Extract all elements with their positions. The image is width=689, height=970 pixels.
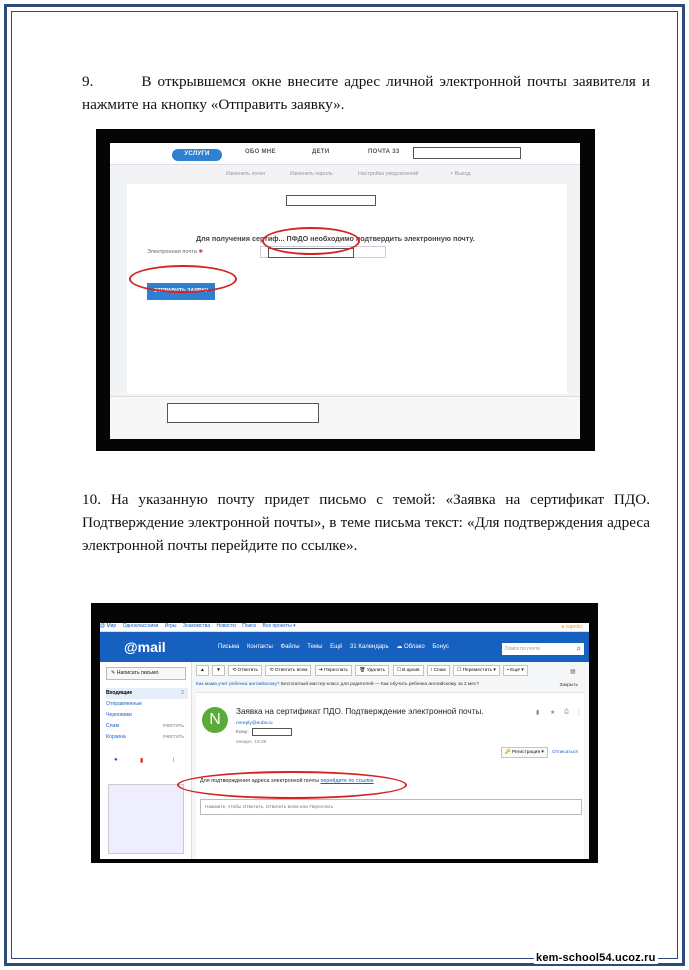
move-button[interactable]: ☐ Переместить ▾ (453, 665, 500, 676)
step-10-instruction: 10. На указанную почту придет письмо с темой: «Заявка на сертификат ПДО. Подтверждение электронной почты», в теме письма текст: «Для подтверждения адреса электронной почты перейдите по ссылке». (82, 491, 650, 554)
more-button[interactable]: • Ещё ▾ (503, 665, 528, 676)
topbar-link[interactable]: Все проекты ▾ (262, 623, 296, 629)
promo-text: Бесплатный мастер-класс для родителей — Как обучить ребенка английскому за 2 мес? (280, 682, 479, 687)
subnav-notifications[interactable]: Настройка уведомлений (358, 171, 419, 177)
user-account[interactable]: ● zaprolo (561, 624, 582, 630)
mail-logo[interactable]: @mail (124, 639, 166, 655)
header-link-bonus[interactable]: Бонус (432, 644, 449, 650)
promo-link[interactable]: Как мама учит ребенка английскому? (196, 682, 280, 687)
topbar-link[interactable]: Одноклассники (122, 623, 159, 629)
header-link-letters[interactable]: Письма (218, 644, 240, 650)
header-link-cloud[interactable]: ☁ Облако (396, 644, 425, 650)
star-icon[interactable]: ★ (550, 710, 556, 716)
highlight-ring-link (177, 771, 407, 799)
sender-address[interactable]: noreply@eubs.ru (236, 721, 273, 726)
folder-spam[interactable]: Спам очистить (106, 723, 184, 729)
confirm-email-message: Для получения сертиф... ПФДО необходимо подтвердить электронную почту. (196, 234, 475, 243)
screenshot-certificate-form (96, 129, 595, 451)
header-link-contacts[interactable]: Контакты (246, 644, 273, 650)
subnav-change-password[interactable]: Изменить пароль (290, 171, 333, 177)
print-icon[interactable]: ⎙ (564, 709, 569, 715)
unsubscribe-link[interactable]: Отписаться (552, 750, 578, 755)
message-body: Для подтверждения адреса электронной почты перейдите по ссылке (200, 778, 374, 784)
nav-services[interactable]: УСЛУГИ (172, 149, 222, 161)
subnav-change-login[interactable]: Изменить логин (226, 171, 266, 177)
step-9-instruction: 9. В открывшемся окне внесите адрес личной электронной почты заявителя и нажмите на кнопку «Отправить заявку». (82, 73, 650, 113)
search-icon[interactable]: ⌕ (576, 644, 581, 653)
compose-button[interactable]: ✎ Написать письмо (106, 667, 186, 680)
topbar-link[interactable]: Знакомства (182, 623, 211, 629)
message-date: января, 18:39 (236, 740, 267, 745)
confirmation-link[interactable]: перейдите по ссылке (320, 778, 374, 784)
header-link-calendar[interactable]: 31 Календарь (350, 644, 389, 650)
header-link-more[interactable]: Ещё (330, 644, 343, 650)
website-watermark: kem-school54.ucoz.ru (536, 952, 656, 964)
reply-button[interactable]: ⟲ Ответить (228, 665, 262, 676)
highlight-ring-email (262, 227, 360, 255)
folder-trash[interactable]: Корзина очистить (106, 734, 184, 740)
nav-children[interactable]: ДЕТИ (312, 149, 330, 155)
folder-drafts[interactable]: Черновики (106, 712, 132, 718)
dot-icon[interactable]: ● (114, 757, 118, 763)
spam-button[interactable]: ! Спам (427, 665, 450, 676)
promo-close[interactable]: Закрыть (559, 683, 578, 688)
register-button[interactable]: 🔑 Регистрация ▾ (501, 747, 548, 758)
subnav-logout[interactable]: × Выход (450, 171, 471, 177)
nav-mail[interactable]: ПОЧТА 33 (368, 149, 400, 155)
mail-count-badge: 33 (392, 149, 400, 155)
screenshot-mail-ru-inbox (91, 603, 598, 863)
mail-client (100, 623, 589, 859)
topbar-link[interactable]: Поиск (242, 623, 257, 629)
required-mark: ✱ (198, 249, 204, 255)
reply-all-button[interactable]: ⟲ Ответить всем (265, 665, 311, 676)
header-link-themes[interactable]: Темы (307, 644, 323, 650)
recipient-line: Кому: (236, 730, 249, 735)
settings-icon[interactable]: ▦ (570, 669, 576, 675)
topbar-link[interactable]: Новости (216, 623, 236, 629)
folder-inbox[interactable]: Входящие 2 (106, 688, 188, 699)
folder-list (106, 688, 188, 743)
mail-header (100, 632, 589, 662)
page-footer (110, 396, 580, 439)
redacted-box (286, 195, 376, 206)
flag-icon[interactable]: ▮ (536, 710, 540, 716)
email-label: Электронная почта ✱ (147, 249, 204, 255)
topbar-link[interactable]: @ Мир (100, 623, 117, 629)
header-link-files[interactable]: Файлы (280, 644, 300, 650)
highlight-ring-button (129, 265, 237, 293)
bookmark-icon[interactable]: ▮ (140, 758, 144, 764)
mail-toolbar (196, 665, 584, 677)
sender-actions (501, 747, 578, 758)
mail-sidebar (100, 662, 192, 859)
topbar-link[interactable]: Игры (164, 623, 177, 629)
mail-search-input[interactable]: Поиск по почте ⌕ (502, 643, 584, 655)
forward-button[interactable]: ➜ Переслать (315, 665, 352, 676)
folder-sent[interactable]: Отправленные (106, 701, 142, 707)
nav-about[interactable]: ОБО МНЕ (245, 149, 276, 155)
redacted-box (252, 728, 292, 736)
header-navigation (218, 643, 455, 650)
next-message-button[interactable]: ▼ (212, 665, 225, 676)
paperclip-icon[interactable]: ⌇ (172, 758, 175, 764)
submit-application-button[interactable]: ОТПРАВИТЬ ЗАЯВКУ (147, 283, 215, 300)
delete-button[interactable]: 🗑 Удалить (355, 665, 389, 676)
redacted-box (413, 147, 521, 159)
menu-icon[interactable]: ⋮ (576, 710, 582, 716)
sidebar-ad-image[interactable] (108, 784, 184, 854)
redacted-box (167, 403, 319, 423)
top-navigation (110, 143, 580, 165)
certificate-form-page (110, 143, 580, 439)
prev-message-button[interactable]: ▲ (196, 665, 209, 676)
portal-topbar (100, 623, 589, 632)
archive-button[interactable]: ☐ В архив (393, 665, 424, 676)
sender-avatar: N (202, 707, 228, 733)
message-subject: Заявка на сертификат ПДО. Подтверждение электронной почты. (236, 707, 484, 716)
quick-reply-field[interactable]: Нажмите, чтобы Ответить, Ответить всем или Переслать (200, 799, 582, 815)
promo-banner (196, 682, 584, 693)
